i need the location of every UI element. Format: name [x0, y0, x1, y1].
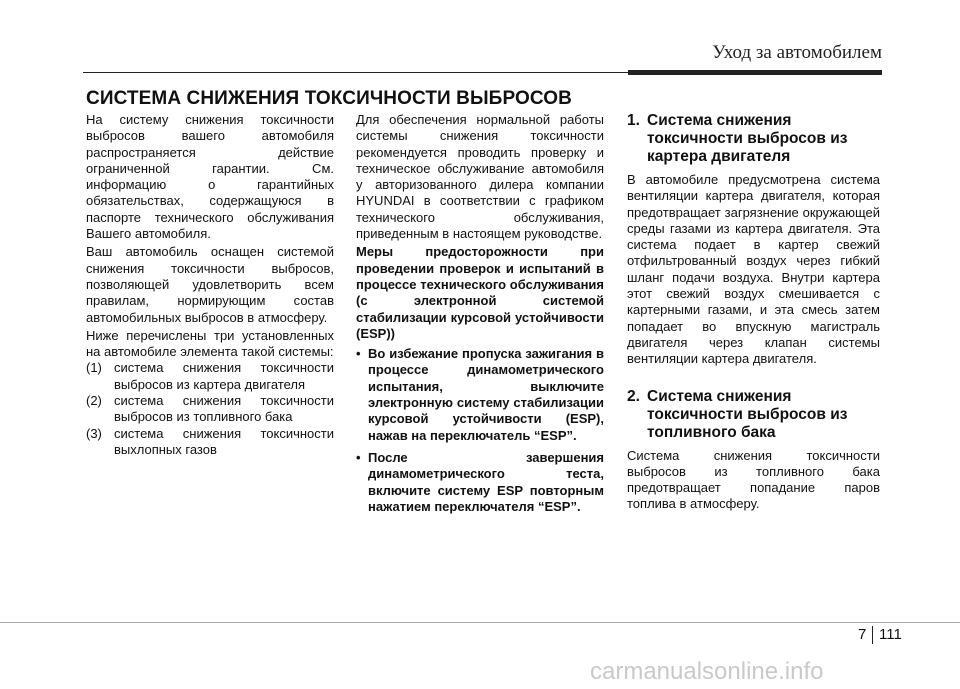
- paragraph: Ниже перечислены три установленных на автомобиле элемента такой системы:: [86, 327, 334, 360]
- running-header: Уход за автомобилем: [712, 42, 882, 63]
- paragraph: В автомобиле предусмотрена система вентиляции картера двигателя, которая предотвращает загрязнение окружающей среды газами из картера двигателя. Эта система подает в картер свежий отфильтрованный воздух через гибкий шланг подачи воздуха. Внутри картера этот свежий воздух смешивается с картерными газами, и эта смесь затем попадает во впускную магистраль двигателя через клапан системы вентиляции картера двигателя.: [627, 172, 880, 367]
- paragraph: Ваш автомобиль оснащен системой снижения токсичности выбросов, позволяющей удовлетворить всем правилам, нормирующим состав автомобильных выбросов в атмосферу.: [86, 244, 334, 325]
- heading-number: 2.: [627, 387, 640, 405]
- list-number: (1): [86, 360, 102, 376]
- paragraph: На систему снижения токсичности выбросов вашего автомобиля распространяется действие ограниченной гарантии. См. информацию о гарантийных обязательствах, содержащуюся в паспорте технического обслуживания Вашего автомобиля.: [86, 112, 334, 242]
- list-number: (3): [86, 425, 102, 441]
- list-number: (2): [86, 393, 102, 409]
- list-item: [356, 346, 604, 444]
- subsection-heading: [627, 388, 880, 442]
- list-text: Во избежание пропуска зажигания в процессе динамометрического испытания, выключите электронную систему стабилизации курсовой устойчивости (ESP), нажав на переключатель “ESP”.: [368, 346, 604, 443]
- list-text: После завершения динамометрического теста, включите систему ESP повторным нажатием переключателя “ESP”.: [368, 449, 604, 514]
- subsection-heading: [627, 112, 880, 166]
- paragraph: Для обеспечения нормальной работы системы снижения токсичности рекомендуется проводить проверку и техническое обслуживание автомобиля у авторизованного дилера компании HYUNDAI в соответствии с графиком технического обслуживания, приведенным в настоящем руководстве.: [356, 112, 604, 242]
- column-3: [627, 112, 880, 513]
- watermark: carmanualsonline.info: [590, 658, 824, 685]
- heading-text: Система снижения токсичности выбросов из топливного бака: [647, 387, 848, 441]
- footer-rule: [0, 622, 960, 623]
- system-list: [86, 360, 334, 458]
- heading-text: Система снижения токсичности выбросов из картера двигателя: [647, 112, 848, 165]
- list-item: [86, 360, 334, 393]
- list-text: система снижения токсичности выбросов из картера двигателя: [114, 360, 334, 392]
- bullet: •: [356, 346, 361, 362]
- column-1: [86, 112, 334, 458]
- chapter-number: 7: [858, 626, 867, 643]
- list-item: [356, 450, 604, 515]
- section-title: СИСТЕМА СНИЖЕНИЯ ТОКСИЧНОСТИ ВЫБРОСОВ: [86, 88, 572, 109]
- list-text: система снижения токсичности выхлопных газов: [114, 425, 334, 457]
- caution-list: [356, 346, 604, 515]
- caution-heading: Меры предосторожности при проведении проверок и испытаний в процессе технического обслуживания (с электронной системой стабилизации курсовой устойчивости (ESP)): [356, 244, 604, 341]
- page-number: 111: [879, 626, 902, 643]
- heading-number: 1.: [627, 112, 640, 129]
- column-2: [356, 112, 604, 515]
- page-number-divider: [872, 626, 873, 644]
- bullet: •: [356, 449, 361, 465]
- paragraph: Система снижения токсичности выбросов из топливного бака предотвращает попадание паров топлива в атмосферу.: [627, 447, 880, 512]
- list-item: [86, 393, 334, 426]
- list-item: [86, 426, 334, 459]
- header-rule-accent: [628, 70, 882, 75]
- list-text: система снижения токсичности выбросов из топливного бака: [114, 393, 334, 425]
